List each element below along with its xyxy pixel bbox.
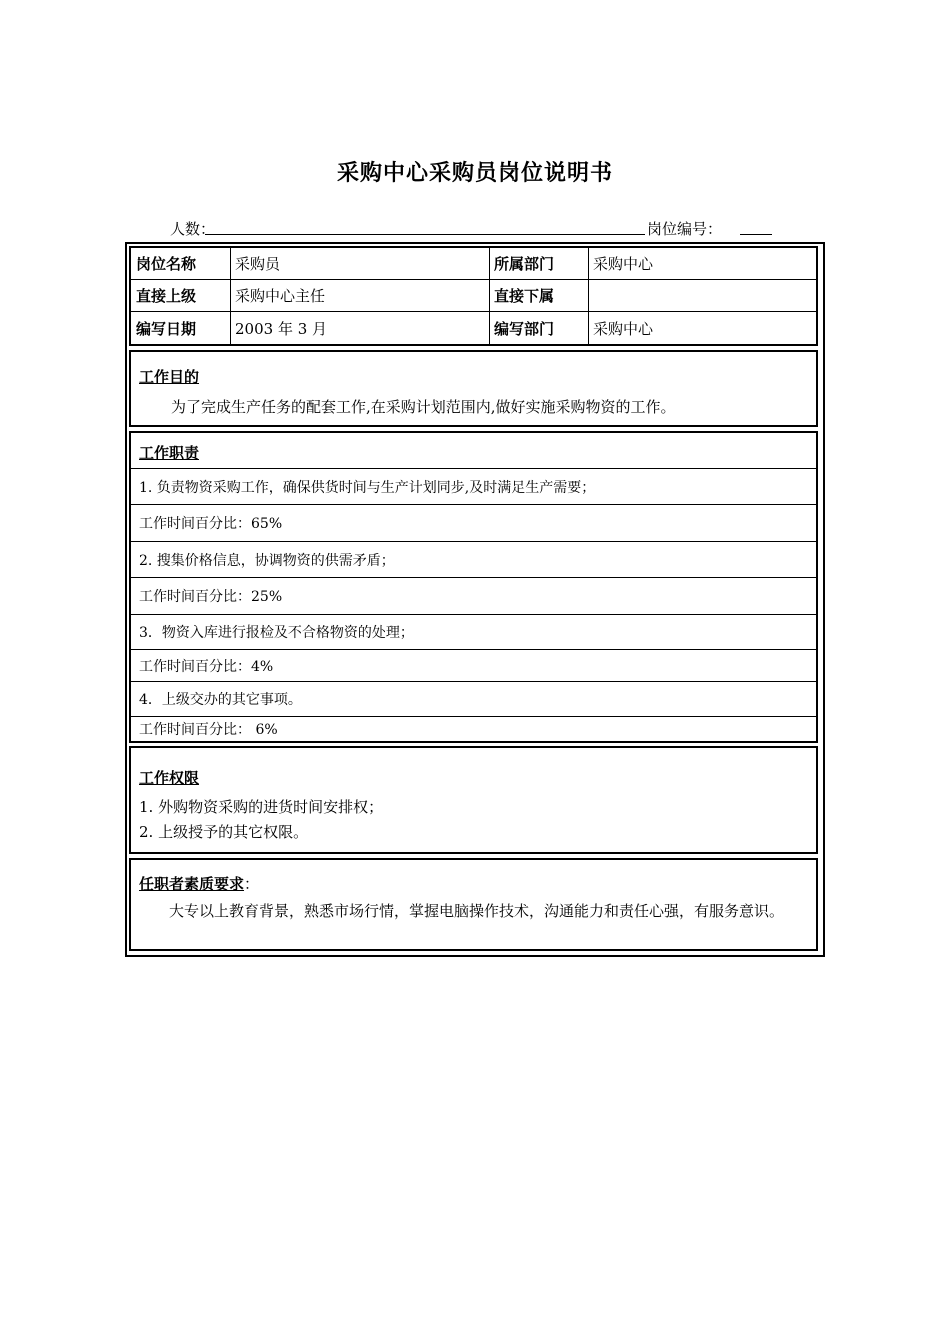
purpose-section [129, 350, 818, 427]
qualification-section [129, 858, 818, 951]
duty-item: 2. 搜集价格信息，协调物资的供需矛盾； [131, 541, 816, 577]
position-name-value: 采购员 [235, 255, 281, 273]
purpose-heading: 工作目的 [139, 368, 200, 386]
qualification-heading-suffix: ： [244, 875, 260, 893]
duty-item: 3．物资入库进行报检及不合格物资的处理； [131, 614, 816, 649]
document-title: 采购中心采购员岗位说明书 [336, 161, 613, 186]
author-department-value: 采购中心 [593, 319, 654, 338]
qualification-heading-text: 任职者素质要求 [139, 875, 245, 893]
info-row-reporting [131, 280, 816, 312]
department-value: 采购中心 [593, 255, 654, 273]
subordinate-label: 直接下属 [494, 287, 555, 305]
basic-info-table [129, 246, 818, 346]
duty-time-share: 工作时间百分比： 6% [131, 716, 816, 741]
duties-heading: 工作职责 [139, 444, 200, 462]
duty-item: 4．上级交办的其它事项。 [131, 681, 816, 716]
qualification-heading [139, 873, 259, 894]
info-row-position [131, 248, 816, 280]
subordinate-value [588, 280, 816, 311]
superior-label: 直接上级 [136, 287, 197, 305]
headcount-label: 人数： [170, 220, 216, 238]
authority-section [129, 746, 818, 854]
duty-item: 1. 负责物资采购工作，确保供货时间与生产计划同步,及时满足生产需要； [131, 468, 816, 504]
duty-time-share: 工作时间百分比：65% [131, 504, 816, 541]
authority-item: 2. 上级授予的其它权限。 [139, 823, 309, 841]
qualification-text [139, 896, 811, 926]
superior-value: 采购中心主任 [235, 287, 326, 305]
qualification-body: 大专以上教育背景，熟悉市场行情，掌握电脑操作技术，沟通能力和责任心强，有服务意识。 [169, 902, 785, 920]
duty-time-share: 工作时间百分比：25% [131, 577, 816, 614]
purpose-text: 为了完成生产任务的配套工作,在采购计划范围内,做好实施采购物资的工作。 [171, 398, 676, 416]
authority-item: 1. 外购物资采购的进货时间安排权； [139, 798, 384, 816]
position-number-underline [740, 234, 772, 235]
duties-section [129, 431, 818, 743]
position-number-label: 岗位编号： [647, 220, 723, 238]
date-label: 编写日期 [136, 319, 197, 338]
duty-time-share: 工作时间百分比：4% [131, 649, 816, 681]
date-value: 2003 年 3 月 [235, 319, 328, 338]
department-label: 所属部门 [494, 255, 555, 273]
position-name-label: 岗位名称 [136, 255, 197, 273]
authority-heading: 工作权限 [139, 769, 200, 787]
headcount-underline [205, 234, 645, 235]
author-department-label: 编写部门 [494, 319, 555, 338]
info-row-authoring [131, 312, 816, 344]
